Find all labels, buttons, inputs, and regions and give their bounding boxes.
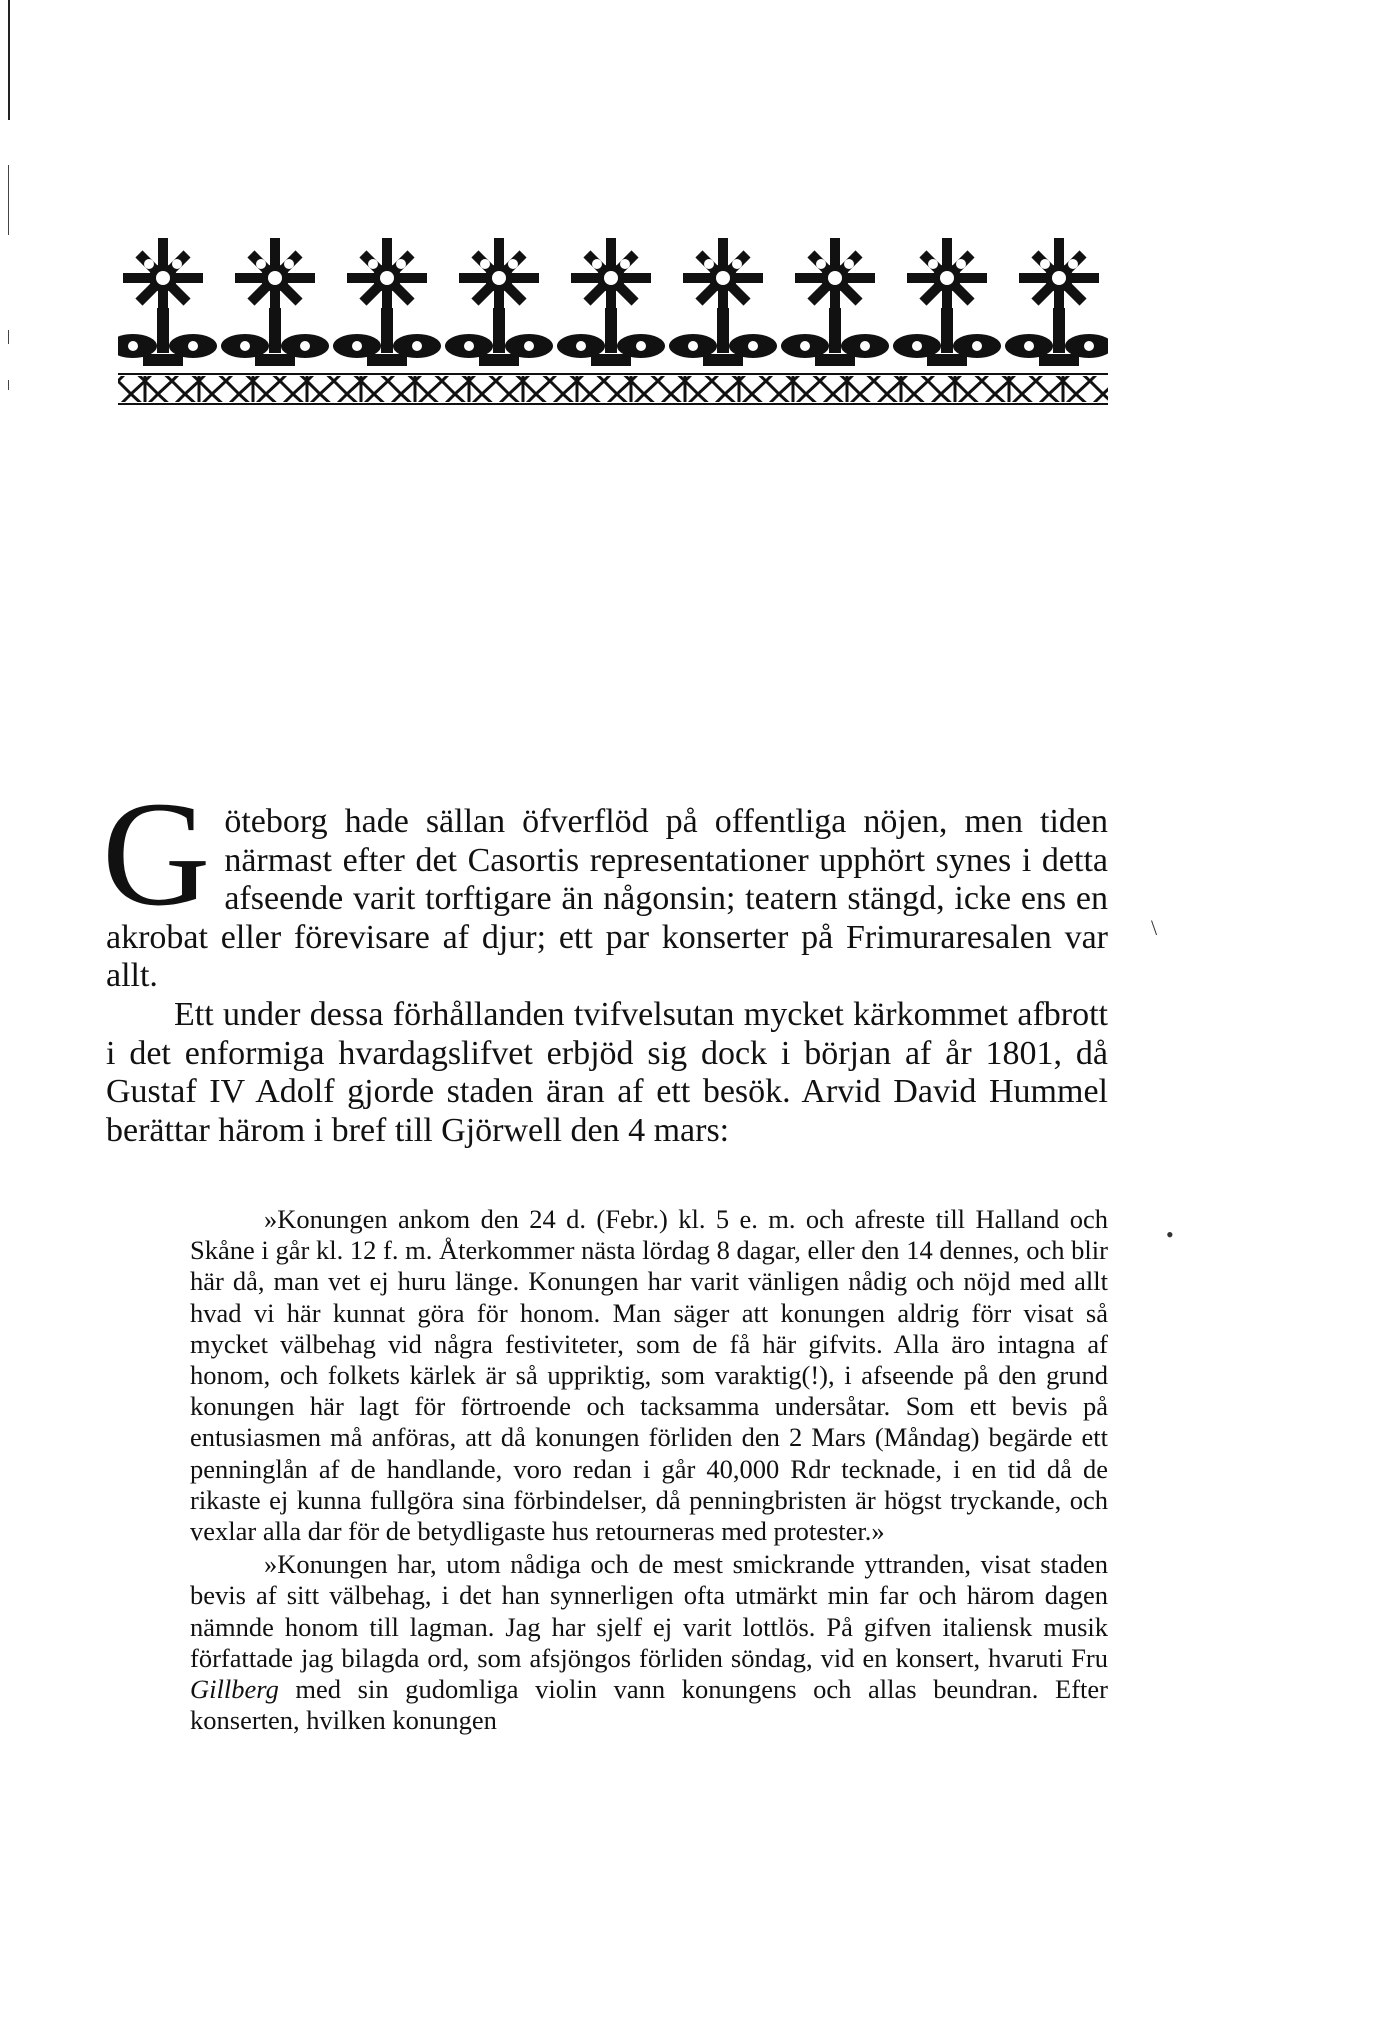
- page-edge-tick: [8, 165, 9, 235]
- quotation-text-after-italic: med sin gudomliga violin vann konungens och allas beundran. Efter konserten, hvilken konungen: [190, 1674, 1108, 1736]
- letter-quotation: [190, 1204, 1108, 1736]
- quotation-paragraph-text: »Konungen ankom den 24 d. (Febr.) kl. 5 e. m. och afreste till Halland och Skåne i går kl. 12 f. m. Återkommer nästa lördag 8 dagar, eller den 14 dennes, och blir här då, man vet ej huru länge. Konungen har varit vänligen nådig och nöjd med allt hvad vi här kunnat göra för honom. Man säger att konungen aldrig förr visat så mycket välbehag vid några festiviteter, som de få här gifvits. Alla äro intagna af honom, och folkets kärlek är så uppriktig, som varaktig(!), i afseende på den grund konungen här lagt för förtroende och tacksamma undersåtar. Som ett bevis på entusiasmen må anföras, att då konungen förliden den 2 Mars (Måndag) begärde ett penninglån af de handlande, voro redan i går 40,000 Rdr tecknade, i en tid då de rikaste ej kunna fullgöra sina förbindelser, då penningbristen är högst tryckande, och vexlar alla dar för de betydligaste hus retourneras med protester.»: [190, 1204, 1108, 1547]
- drop-cap: G: [102, 771, 211, 937]
- stray-mark: •: [1166, 1222, 1174, 1247]
- italic-name: Gillberg: [190, 1674, 279, 1705]
- quotation-paragraph: [190, 1204, 1108, 1547]
- floral-border-ornament: [118, 238, 1108, 408]
- second-paragraph-text: Ett under dessa förhållanden tvifvelsutan mycket kärkommet afbrott i det enformiga hvardagslifvet erbjöd sig dock i början af år 1801, då Gustaf IV Adolf gjorde staden äran af ett besök. Arvid David Hummel berättar härom i bref till Gjörwell den 4 mars:: [106, 995, 1108, 1149]
- main-text-block: [102, 771, 1108, 1150]
- page-edge-line: [8, 0, 10, 120]
- page-edge-tick: [8, 380, 9, 390]
- quotation-paragraph: [190, 1549, 1108, 1736]
- quotation-text-before-italic: »Konungen har, utom nådiga och de mest smickrande yttranden, visat staden bevis af sitt välbehag, i det han synnerligen ofta utmärkt min far och härom dagen nämnde honom till lagman. Jag har sjelf ej varit lottlös. På gifven italiensk musik författade jag bilagda ord, som afsjöngos förliden söndag, vid en konsert, hvaruti Fru: [190, 1549, 1108, 1673]
- page-edge-tick: [8, 330, 9, 344]
- stray-mark: \: [1151, 915, 1158, 940]
- second-paragraph: [106, 996, 1108, 1150]
- opening-paragraph: [102, 771, 1108, 996]
- opening-paragraph-text: öteborg hade sällan öfverflöd på offentliga nöjen, men tiden närmast efter det Casortis representationer upphört synes i detta afseende varit torftigare än någonsin; teatern stängd, icke ens en akrobat eller förevisare af djur; ett par konserter på Frimuraresalen var allt.: [106, 803, 1108, 995]
